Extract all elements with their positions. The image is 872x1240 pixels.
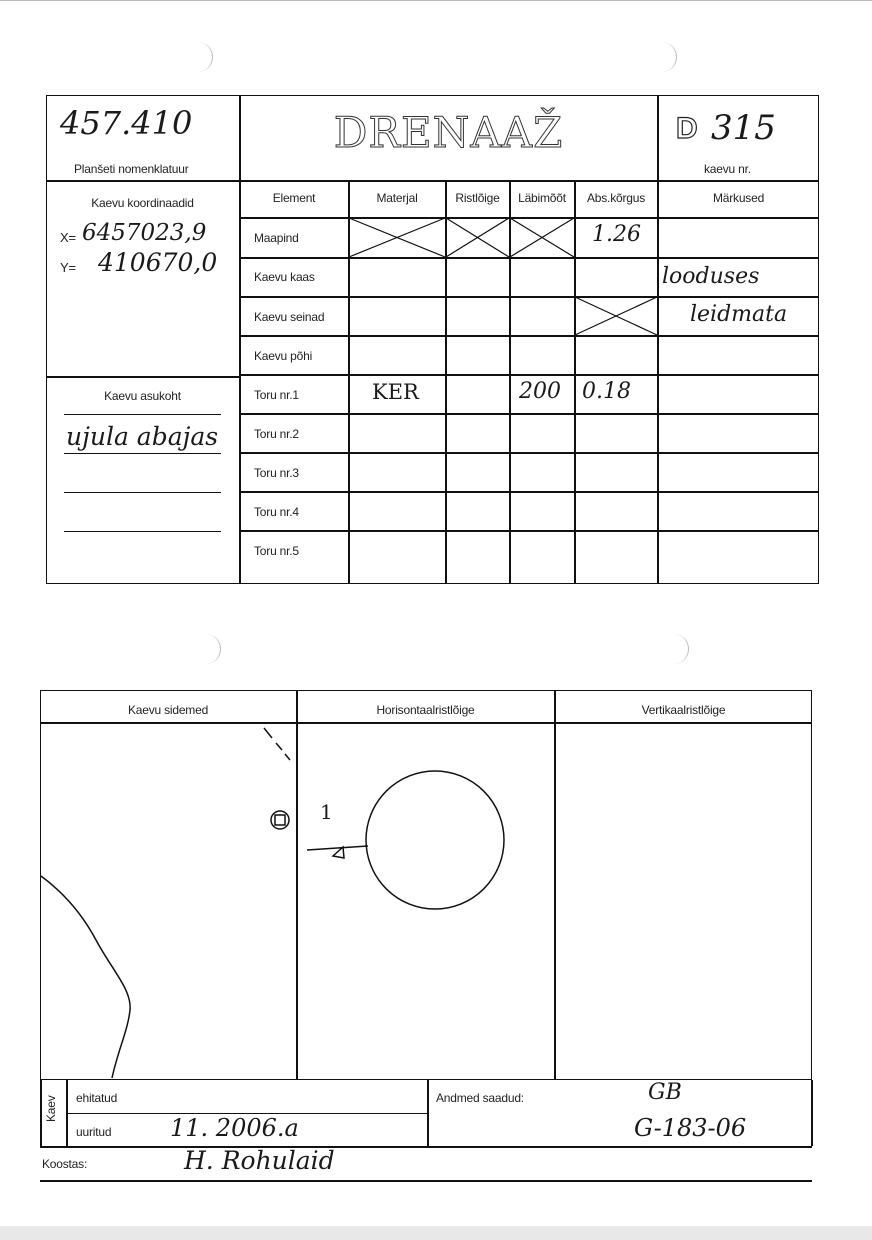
pipe-marker: 1 [320, 800, 333, 824]
kaas-markused: looduses [662, 264, 760, 289]
row-label: Kaevu põhi [254, 349, 313, 363]
koostas-label: Koostas: [42, 1157, 88, 1171]
y-label: Y= [60, 260, 76, 275]
x-label: X= [60, 230, 76, 245]
footer-left-edge [40, 1080, 42, 1146]
row-label: Toru nr.2 [254, 427, 299, 441]
toru1-materjal: KER [372, 380, 419, 404]
sketch-col3-label: Vertikaalristlõige [641, 703, 726, 717]
footer-mid-divider [427, 1080, 429, 1146]
koostas-line [40, 1180, 812, 1182]
col-header-element: Element [272, 191, 316, 205]
row-label: Toru nr.5 [254, 544, 299, 558]
location-value: ujula abajas [66, 422, 219, 451]
footer-bottom-line [40, 1146, 812, 1148]
uuritud-value: 11. 2006.a [170, 1114, 299, 1142]
y-value: 410670,0 [98, 248, 218, 277]
sheet-label: Planšeti nomenklatuur [74, 162, 189, 176]
toru1-labimoot: 200 [519, 379, 561, 404]
ehitatud-label: ehitatud [76, 1091, 118, 1105]
coordinates-label: Kaevu koordinaadid [91, 196, 194, 210]
x-value: 6457023,9 [82, 220, 207, 246]
andmed-value-1: GB [648, 1080, 682, 1105]
koostas-value: H. Rohulaid [184, 1146, 335, 1175]
row-label: Kaevu kaas [254, 270, 315, 284]
row-label: Toru nr.3 [254, 466, 299, 480]
maapind-abs-korgus: 1.26 [592, 222, 641, 247]
seinad-markused: leidmata [690, 302, 788, 327]
col-header-markused: Märkused [712, 191, 765, 205]
andmed-label: Andmed saadud: [436, 1091, 524, 1105]
row-label: Maapind [254, 231, 299, 245]
uuritud-label: uuritud [76, 1125, 112, 1139]
well-prefix: D [676, 112, 698, 145]
toru1-abs-korgus: 0.18 [582, 379, 631, 404]
location-label: Kaevu asukoht [104, 389, 181, 403]
well-number: 315 [711, 108, 776, 148]
sheet-number: 457.410 [60, 104, 193, 142]
andmed-value-2: G-183-06 [634, 1114, 747, 1142]
sketch-col2-label: Horisontaalristlõige [376, 703, 475, 717]
col-header-materjal: Materjal [376, 191, 418, 205]
page-bottom-edge [0, 1226, 872, 1240]
kaev-label: Kaev [44, 1095, 58, 1122]
row-label: Toru nr.4 [254, 505, 299, 519]
sketch-col1-label: Kaevu sidemed [127, 703, 209, 717]
row-label: Kaevu seinad [254, 310, 325, 324]
col-header-ristloige: Ristlõige [455, 191, 500, 205]
well-label: kaevu nr. [704, 162, 751, 176]
footer-right-edge [811, 1080, 813, 1146]
row-label: Toru nr.1 [254, 388, 299, 402]
page-title: DRENAAŽ [333, 108, 564, 157]
col-header-labimoot: Läbimõõt [518, 191, 566, 205]
col-header-abs-korgus: Abs.kõrgus [586, 191, 646, 205]
